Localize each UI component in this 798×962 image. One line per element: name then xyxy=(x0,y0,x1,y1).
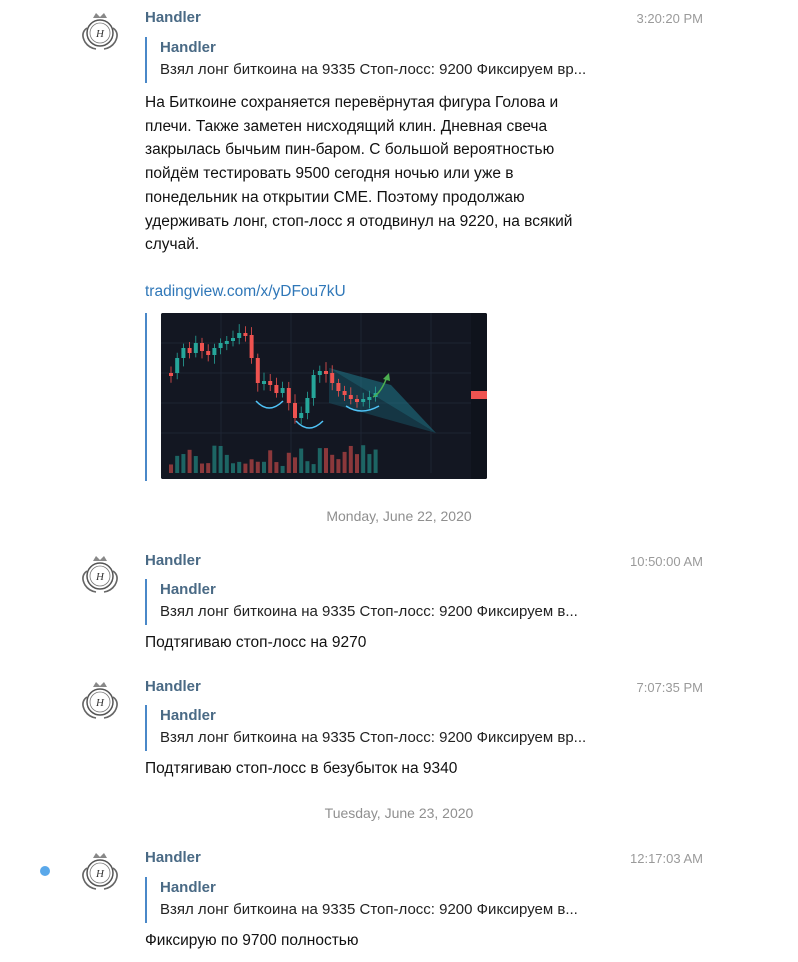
svg-text:H: H xyxy=(96,868,104,880)
chart-screenshot-image xyxy=(161,313,487,479)
monogram-crest-icon xyxy=(76,677,124,725)
svg-text:H: H xyxy=(96,571,104,583)
date-separator: Monday, June 22, 2020 xyxy=(326,508,472,524)
svg-text:H: H xyxy=(96,697,104,709)
timestamp: 12:17:03 AM xyxy=(630,851,703,866)
sender-name[interactable]: Handler xyxy=(145,9,201,26)
reply-sender: Handler xyxy=(160,707,216,724)
reply-quote[interactable] xyxy=(145,37,615,83)
message-text: Фиксирую по 9700 полностью xyxy=(145,932,359,949)
sender-name[interactable]: Handler xyxy=(145,849,201,866)
reply-sender: Handler xyxy=(160,581,216,598)
message-text: Подтягиваю стоп-лосс на 9270 xyxy=(145,634,367,651)
monogram-crest-icon xyxy=(76,848,124,896)
sender-name[interactable]: Handler xyxy=(145,678,201,695)
reply-quote[interactable] xyxy=(145,705,615,751)
unread-indicator xyxy=(40,866,50,876)
message-link[interactable]: tradingview.com/x/yDFou7kU xyxy=(145,283,346,300)
link-preview[interactable] xyxy=(145,313,487,481)
reply-sender: Handler xyxy=(160,39,216,56)
avatar[interactable] xyxy=(76,848,124,896)
reply-sender: Handler xyxy=(160,879,216,896)
avatar[interactable] xyxy=(76,551,124,599)
timestamp: 3:20:20 PM xyxy=(636,11,703,26)
reply-text: Взял лонг биткоина на 9335 Стоп-лосс: 9200 Фиксируем вр... xyxy=(160,61,587,78)
reply-quote[interactable] xyxy=(145,877,615,923)
message-text: Подтягиваю стоп-лосс в безубыток на 9340 xyxy=(145,760,458,777)
reply-text: Взял лонг биткоина на 9335 Стоп-лосс: 9200 Фиксируем в... xyxy=(160,901,578,918)
monogram-crest-icon xyxy=(76,551,124,599)
timestamp: 10:50:00 AM xyxy=(630,554,703,569)
svg-text:H: H xyxy=(96,28,104,40)
reply-text: Взял лонг биткоина на 9335 Стоп-лосс: 9200 Фиксируем вр... xyxy=(160,729,587,746)
message-text: На Биткоине сохраняется перевёрнутая фигура Голова и плечи. Также заметен нисходящий клин. Дневная свеча закрылась бычьим пин-баром. С большой вероятностью пойдём тестировать 9500 сегодня ночью или уже в понедельник на открытии CME. Поэтому продолжаю удерживать лонг, стоп-лосс я отодвинул на 9220, на всякий случай. xyxy=(145,94,573,254)
avatar[interactable] xyxy=(76,8,124,56)
sender-name[interactable]: Handler xyxy=(145,552,201,569)
monogram-crest-icon xyxy=(76,8,124,56)
timestamp: 7:07:35 PM xyxy=(636,680,703,695)
avatar[interactable] xyxy=(76,677,124,725)
reply-quote[interactable] xyxy=(145,579,615,625)
date-separator: Tuesday, June 23, 2020 xyxy=(324,805,474,821)
reply-text: Взял лонг биткоина на 9335 Стоп-лосс: 9200 Фиксируем в... xyxy=(160,603,578,620)
